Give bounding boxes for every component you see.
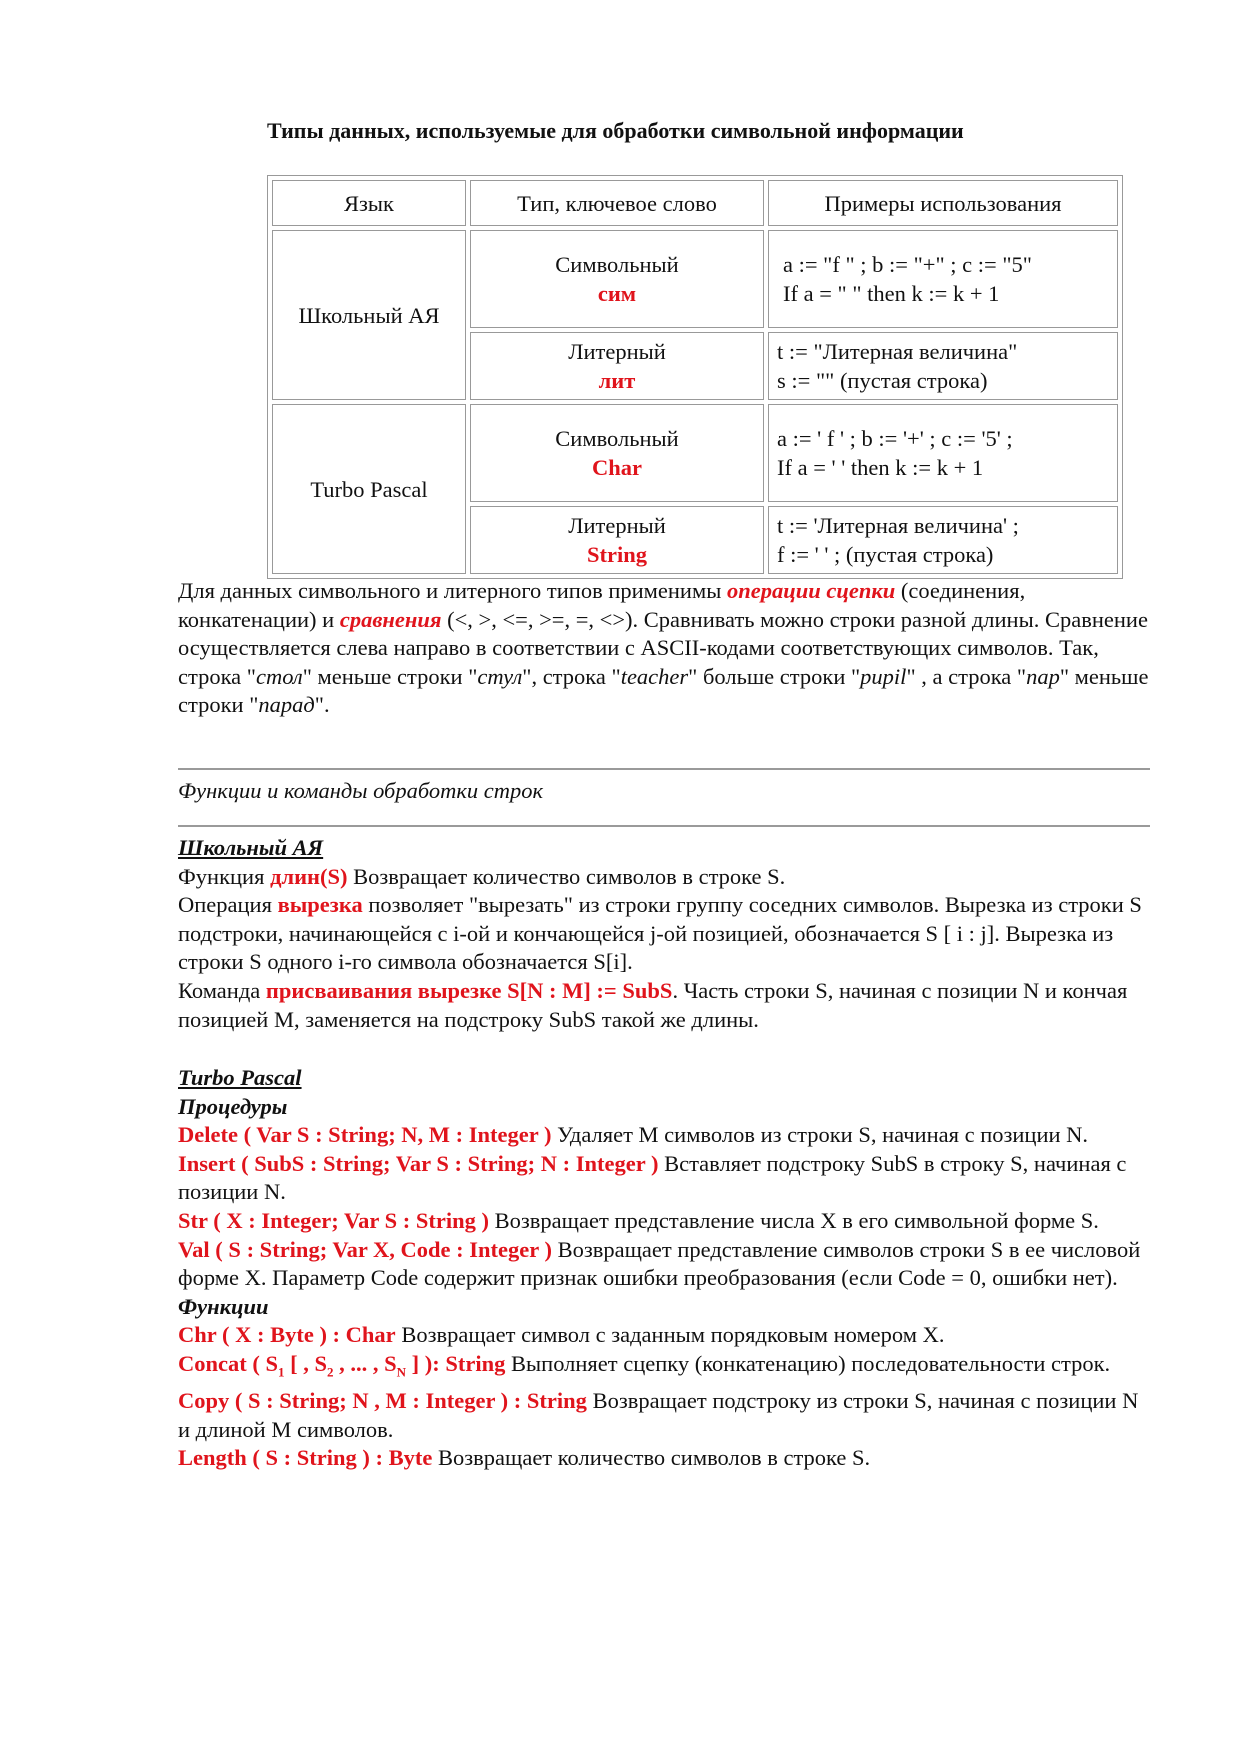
header-type: Тип, ключевое слово	[470, 180, 764, 226]
table-header-row	[272, 180, 1118, 226]
signature: Copy ( S : String; N , M : Integer ) : String	[178, 1388, 587, 1414]
type-keyword: лит	[598, 368, 636, 393]
description: Возвращает представление символов строки S в ее числовой форме X. Параметр Code содержит признак ошибки преобразования (если Code = 0, ошибки нет).	[178, 1236, 1141, 1291]
school-section	[178, 834, 1150, 1034]
type-name: Литерный	[568, 513, 666, 538]
text-run: Для данных символьного и литерного типов применимы	[178, 578, 727, 603]
examples-cell	[768, 506, 1118, 574]
text-run: ", строка "	[522, 663, 621, 689]
example-line: If a = ' ' then k := k + 1	[777, 455, 984, 480]
examples-cell	[768, 230, 1118, 328]
signature: Delete ( Var S : String; N, M : Integer )	[178, 1122, 552, 1148]
keyword: длин(S)	[270, 863, 348, 889]
description: Возвращает подстроку из строки S, начиная с позиции N и длиной M символов.	[178, 1388, 1139, 1442]
examples-cell	[768, 332, 1118, 400]
example-line: a := ' f ' ; b := '+' ; c := '5' ;	[777, 426, 1013, 451]
text-run: . Часть строки S, начиная с позиции N и кончая позицией M, заменяется на подстроку SubS такой же длины.	[178, 977, 1128, 1032]
procedures-label: Процедуры	[178, 1093, 288, 1119]
description: Выполняет сцепку (конкатенацию) последовательности строк.	[505, 1350, 1111, 1376]
text-run: " меньше строки "	[302, 663, 478, 689]
example-word: стол	[255, 663, 303, 689]
pascal-section	[178, 1064, 1150, 1473]
example-word: стул	[477, 663, 523, 689]
type-keyword: String	[586, 542, 647, 567]
description: Вставляет подстроку SubS в строку S, начиная с позиции N.	[178, 1150, 1127, 1205]
subscript: 1	[278, 1364, 285, 1380]
pascal-heading: Turbo Pascal	[178, 1065, 302, 1090]
example-line: If a = " " then k := k + 1	[783, 281, 1000, 306]
example-line: t := 'Литерная величина' ;	[777, 513, 1019, 538]
signature: Str ( X : Integer; Var S : String )	[178, 1207, 490, 1233]
procedure-entry	[178, 1207, 1150, 1236]
school-line	[178, 891, 1150, 977]
type-name: Символьный	[555, 426, 679, 451]
subscript: 2	[327, 1364, 334, 1380]
signature: Chr ( X : Byte ) : Char	[178, 1322, 396, 1348]
signature	[178, 1350, 506, 1380]
subscript: N	[396, 1364, 407, 1380]
example-line: s := "" (пустая строка)	[777, 368, 988, 393]
school-line	[178, 977, 1150, 1034]
table-row	[272, 230, 1118, 328]
description: Удаляет M символов из строки S, начиная с позиции N.	[551, 1122, 1089, 1148]
text-run: Функция	[178, 863, 271, 889]
signature: Insert ( SubS : String; Var S : String; N : Integer )	[178, 1150, 659, 1176]
type-cell	[470, 230, 764, 328]
lang-cell: Turbo Pascal	[272, 404, 466, 574]
sig-part: , ... , S	[333, 1350, 397, 1376]
signature: Val ( S : String; Var X, Code : Integer )	[178, 1236, 552, 1262]
text-run: " меньше строки "	[178, 663, 1149, 718]
text-run: Операция	[178, 892, 278, 918]
header-language: Язык	[272, 180, 466, 226]
description: Возвращает представление числа X в его символьной форме S.	[489, 1207, 1099, 1233]
type-name: Литерный	[568, 339, 666, 364]
sig-part: Concat ( S	[178, 1350, 278, 1376]
divider	[178, 825, 1150, 827]
examples-cell	[768, 404, 1118, 502]
signature: Length ( S : String ) : Byte	[178, 1445, 433, 1471]
page-title: Типы данных, используемые для обработки символьной информации	[267, 118, 964, 143]
sig-part: ] ): String	[406, 1350, 506, 1376]
school-heading: Школьный АЯ	[178, 835, 324, 860]
data-types-table	[267, 175, 1123, 579]
text-run: Команда	[178, 977, 266, 1003]
text-run: Возвращает количество символов в строке S.	[347, 863, 786, 889]
procedure-entry	[178, 1121, 1150, 1150]
example-word: teacher	[620, 663, 689, 689]
text-run: " больше строки "	[688, 663, 861, 689]
keyword: присваивания вырезке S[N : M] := SubS	[265, 977, 673, 1003]
description: Возвращает количество символов в строке S.	[432, 1445, 871, 1471]
example-line: t := "Литерная величина"	[777, 339, 1018, 364]
type-cell	[470, 332, 764, 400]
divider	[178, 768, 1150, 770]
functions-label: Функции	[178, 1293, 269, 1319]
text-run: позволяет "вырезать" из строки группу соседних символов. Вырезка из строки S подстроки, начинающейся с i-ой и кончающейся j-ой позицией, обозначается S [ i : j]. Вырезка из строки S одного i-го символа обозначается S[i].	[178, 892, 1142, 975]
type-name: Символьный	[555, 252, 679, 277]
example-word: pupil	[860, 663, 907, 689]
header-examples: Примеры использования	[768, 180, 1118, 226]
type-keyword: Char	[592, 455, 642, 480]
procedure-entry	[178, 1150, 1150, 1207]
table-row	[272, 404, 1118, 502]
type-cell	[470, 506, 764, 574]
example-word: пар	[1026, 663, 1060, 689]
function-entry	[178, 1321, 1150, 1350]
functions-heading: Функции и команды обработки строк	[178, 778, 544, 803]
text-run: (<, >, <=, >=, =, <>). Сравнивать можно строки разной длины. Сравнение осуществляется слева направо в соответствии с ASCII-кодами соответствующих символов. Так, строка "	[178, 606, 1148, 689]
term-compare: сравнения	[339, 606, 442, 632]
function-entry	[178, 1350, 1150, 1387]
text-run: " , а строка "	[906, 663, 1027, 689]
lang-cell: Школьный АЯ	[272, 230, 466, 400]
text-run: (соединения, конкатенации) и	[178, 578, 1026, 632]
term-concat: операции сцепки	[726, 578, 896, 603]
function-entry	[178, 1387, 1150, 1444]
intro-paragraph	[178, 577, 1150, 720]
sig-part: [ , S	[284, 1350, 328, 1376]
function-entry	[178, 1444, 1150, 1473]
example-line: a := "f " ; b := "+" ; c := "5"	[783, 252, 1032, 277]
keyword: вырезка	[277, 892, 363, 918]
description: Возвращает символ с заданным порядковым номером X.	[395, 1322, 945, 1348]
procedure-entry	[178, 1236, 1150, 1293]
type-cell	[470, 404, 764, 502]
example-word: парад	[258, 692, 315, 718]
type-keyword: сим	[597, 281, 637, 306]
text-run: ".	[314, 692, 330, 718]
example-line: f := ' ' ; (пустая строка)	[777, 542, 994, 567]
school-line	[178, 863, 1150, 892]
